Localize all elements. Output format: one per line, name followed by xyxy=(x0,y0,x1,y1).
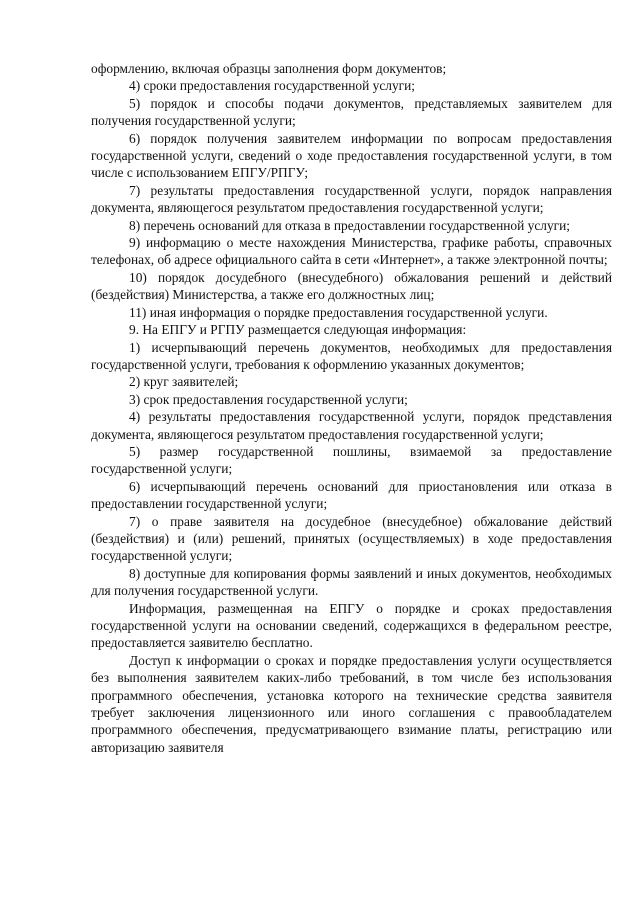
paragraph: Информация, размещенная на ЕПГУ о порядке и сроках предоставления государственной услуги на основании сведений, содержащихся в федеральном реестре, предоставляется заявителю бесплатно. xyxy=(91,600,612,651)
paragraph: оформлению, включая образцы заполнения форм документов; xyxy=(91,61,447,76)
paragraph: 8) перечень оснований для отказа в предоставлении государственной услуги; xyxy=(129,217,571,233)
paragraph: 2) круг заявителей; xyxy=(129,374,239,390)
paragraph: 6) порядок получения заявителем информации по вопросам предоставления государственной услуги, сведений о ходе предоставления государственной услуги, в том числе с использованием ЕПГУ/РПГУ; xyxy=(91,130,612,181)
paragraph: 9) информацию о месте нахождения Министерства, графике работы, справочных телефонах, об адресе официального сайта в сети «Интернет», а также электронной почты; xyxy=(91,235,612,268)
paragraph: 4) результаты предоставления государственной услуги, порядок представления документа, являющегося результатом предоставления государственной услуги; xyxy=(91,409,612,442)
paragraph: 9. На ЕПГУ и РГПУ размещается следующая информация: xyxy=(129,322,467,338)
paragraph: 8) доступные для копирования формы заявлений и иных документов, необходимых для получения государственной услуги. xyxy=(91,565,612,599)
document-body xyxy=(91,60,612,756)
paragraph: 5) порядок и способы подачи документов, представляемых заявителем для получения государственной услуги; xyxy=(91,95,612,129)
paragraph: 1) исчерпывающий перечень документов, необходимых для предоставления государственной услуги, требования к оформлению указанных документов; xyxy=(91,339,612,372)
paragraph: 7) результаты предоставления государственной услуги, порядок направления документа, являющегося результатом предоставления государственной услуги; xyxy=(91,182,612,216)
paragraph: 10) порядок досудебного (внесудебного) обжалования решений и действий (бездействия) Министерства, а также его должностных лиц; xyxy=(91,269,612,303)
paragraph: 6) исчерпывающий перечень оснований для приостановления или отказа в предоставлении государственной услуги; xyxy=(91,478,612,512)
paragraph: 3) срок предоставления государственной услуги; xyxy=(129,391,408,407)
paragraph: 7) о праве заявителя на досудебное (внесудебное) обжалование действий (бездействия) и (или) решений, принятых (осуществляемых) в ходе предоставления государственной услуги; xyxy=(91,513,612,564)
paragraph: 4) сроки предоставления государственной услуги; xyxy=(129,78,416,94)
paragraph: 5) размер государственной пошлины, взимаемой за предоставление государственной услуги; xyxy=(91,443,612,477)
paragraph: 11) иная информация о порядке предоставления государственной услуги. xyxy=(129,304,548,320)
paragraph: Доступ к информации о сроках и порядке предоставления услуги осуществляется без выполнения заявителем каких-либо требований, в том числе без использования программного обеспечения, установка которого на технические средства заявителя требует заключения лицензионного или иного соглашения с правообладателем программного обеспечения, предусматривающего взимание платы, регистрацию или авторизацию заявителя xyxy=(91,652,612,755)
